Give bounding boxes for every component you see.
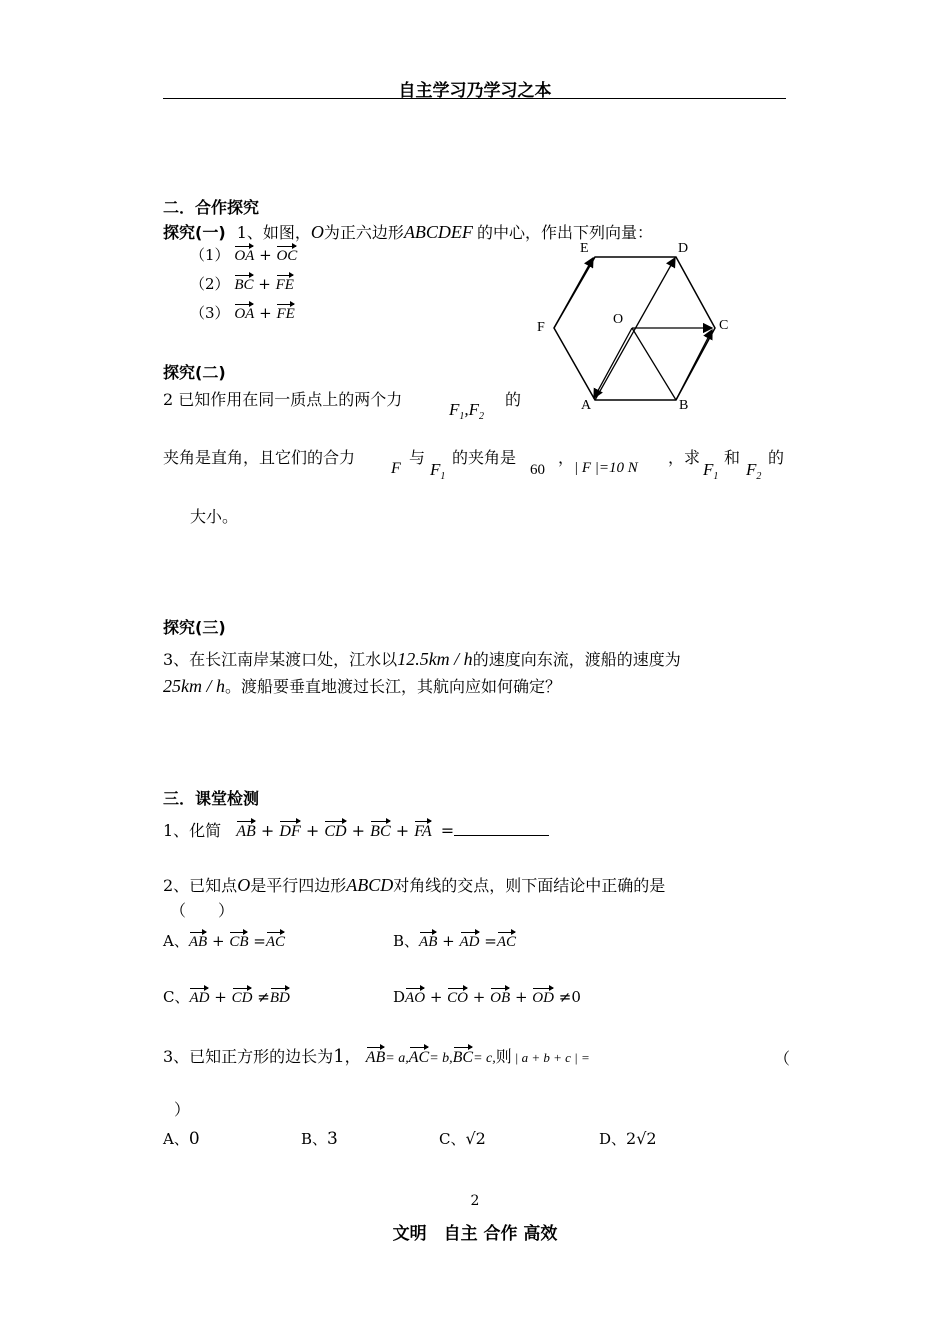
question3-line: 3、已知正方形的边长为1， AB= a,AC= b,BC= c,则 | a + b + c | =	[163, 1046, 590, 1067]
vector-oc: OC	[276, 244, 297, 265]
page-number: 2	[470, 1193, 480, 1209]
page-header-title: 自主学习乃学习之本	[398, 81, 552, 101]
explore2-de2: 的	[768, 448, 785, 467]
explore1-item-3: （3） OA + FE	[190, 304, 295, 322]
question1: 1、化简 AB + DF + CD + BC + FA =	[163, 818, 549, 841]
arrow-fe	[554, 258, 593, 328]
q2-choice-c[interactable]: C、AD + CD ≠BD	[163, 988, 290, 1006]
vector-ab: AB	[236, 819, 256, 841]
vector-df: DF	[279, 819, 300, 841]
forces-f1-f2: $F_1,F_2$	[449, 400, 485, 422]
label-b: B	[679, 398, 689, 413]
label-o: O	[613, 312, 624, 327]
segment-ob	[632, 328, 676, 400]
answer-blank[interactable]	[454, 821, 549, 836]
explore1-item-1: （1） OA + OC	[190, 246, 298, 264]
section2-heading: 二．合作探究	[163, 198, 260, 217]
hexagon-name: ABCDEF	[403, 222, 473, 242]
explore1-tail: 的中心，作出下列向量：	[476, 223, 653, 242]
boat-speed: 25km / h	[163, 676, 225, 696]
force-f1-ask: $F_1$	[703, 460, 719, 482]
explore1-mid: 为正六边形	[323, 223, 404, 242]
explore3-line2: 25km / h。渡船要垂直地渡过长江，其航向应如何确定？	[163, 676, 562, 696]
label-d: D	[678, 241, 689, 256]
q2-choice-d[interactable]: DAO + CO + OB + OD ≠0	[393, 988, 581, 1006]
explore2-he: 和	[724, 448, 741, 467]
vector-fe: FE	[276, 302, 294, 323]
q3-choice-c[interactable]: C、√2	[439, 1129, 486, 1148]
arrow-bc	[676, 330, 712, 400]
vector-oa: OA	[234, 244, 254, 265]
vector-bc: BC	[234, 273, 253, 294]
resultant-magnitude: | F |=10 N	[574, 460, 638, 476]
parallelogram-name: ABCD	[346, 875, 394, 895]
explore2-line3: 大小。	[190, 507, 239, 526]
label-a: A	[581, 398, 592, 413]
resultant-f: F	[391, 460, 401, 477]
section3-heading: 三．课堂检测	[163, 789, 260, 808]
explore2-line2b: 的夹角是	[452, 448, 517, 467]
explore2-yu: 与	[409, 448, 426, 467]
explore2-label: 探究(二)	[163, 363, 226, 382]
explore2-line1: 2 已知作用在同一质点上的两个力	[163, 390, 403, 409]
vector-oa: OA	[234, 302, 254, 323]
vector-fe: FE	[276, 273, 294, 294]
point-o: O	[237, 875, 251, 895]
force-f1: $F_1$	[430, 460, 446, 482]
side-length: 1	[333, 1046, 345, 1067]
explore1-label: 探究(一)	[163, 223, 226, 242]
label-e: E	[580, 241, 589, 256]
arrow-oa	[594, 328, 632, 398]
angle-value: 60	[530, 462, 545, 478]
question3-paren-close: ）	[174, 1100, 191, 1119]
q3-choice-d[interactable]: D、2√2	[599, 1129, 657, 1148]
explore2-de: 的	[505, 390, 522, 409]
q3-choice-b[interactable]: B、3	[301, 1129, 338, 1149]
hexagon-diagram	[530, 235, 740, 415]
question2-paren: （ ）	[170, 901, 235, 920]
explore3-line1: 3、在长江南岸某渡口处，江水以12.5km / h的速度向东流，渡船的速度为	[163, 649, 681, 669]
water-speed: 12.5km / h	[397, 649, 473, 669]
explore2-comma: ，	[558, 448, 575, 467]
vector-cd: CD	[324, 819, 346, 841]
vector-bc: BC	[370, 819, 390, 841]
question3-paren-open: （	[774, 1049, 791, 1068]
norm-expression: | a + b + c | =	[514, 1050, 590, 1065]
explore3-label: 探究(三)	[163, 618, 226, 637]
point-o: O	[310, 222, 324, 242]
label-c: C	[719, 318, 729, 333]
header-rule	[163, 98, 786, 99]
q3-choice-a[interactable]: A、0	[163, 1129, 200, 1149]
label-f: F	[537, 320, 545, 335]
explore2-qiu: ，求	[668, 448, 701, 467]
question2-line: 2、已知点O是平行四边形ABCD对角线的交点，则下面结论中正确的是	[163, 875, 666, 895]
explore1-item-2: （2） BC + FE	[190, 275, 294, 293]
q2-choice-a[interactable]: A、AB + CB =AC	[163, 932, 286, 950]
vector-fa: FA	[414, 819, 431, 841]
explore2-line2a: 夹角是直角，且它们的合力	[163, 448, 356, 467]
footer-motto: 文明 自主 合作 高效	[392, 1224, 558, 1244]
force-f2-ask: $F_2$	[746, 460, 762, 482]
explore1-lead: 1、如图，	[236, 223, 311, 242]
q2-choice-b[interactable]: B、AB + AD =AC	[393, 932, 517, 950]
